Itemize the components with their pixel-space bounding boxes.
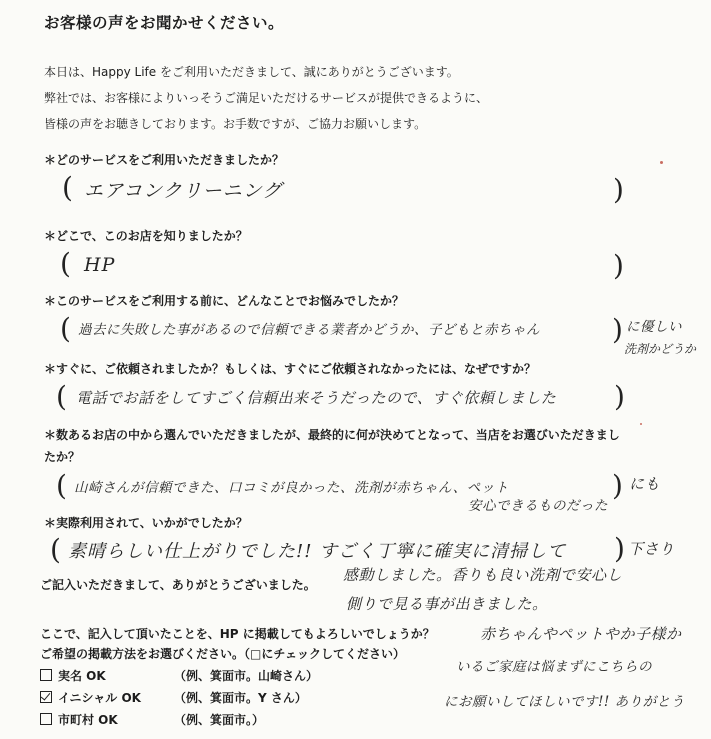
answer-bracket-open: ( [56,380,67,413]
question-3: ＊このサービスをご利用する前に、どんなことでお悩みでしたか？ [44,294,405,308]
answer-bracket-close: ) [612,469,623,502]
answer-bracket-close: ) [613,249,624,282]
answer-4: 電話でお話をしてすごく信頼出来そうだったので、すぐ依頼しました [76,389,557,407]
answer-2: HP [84,254,116,276]
intro-line-1: 本日は、Happy Life をご利用いただきまして、誠にありがとうございます。 [44,65,459,79]
option-example: （例、箕面市。Y さん） [174,691,307,705]
publish-handwriting-1: 赤ちゃんやペットやか子様か [480,625,682,643]
answer-5-ext-1: にも [629,475,661,493]
option-real-name[interactable] [40,667,106,684]
checkbox-real-name[interactable] [40,669,52,681]
option-initial[interactable] [40,689,141,706]
answer-bracket-open: ( [62,171,73,204]
publish-handwriting-3: にお願いしてほしいです!! ありがとう [444,694,685,710]
answer-bracket-close: ) [613,173,624,206]
thanks-handwriting-2: 側りで見る事が出きました。 [346,595,548,613]
intro-line-2: 弊社では、お客様によりいっそうご満足いただけるサービスが提供できるように、 [44,91,489,105]
intro-line-3: 皆様の声をお聴きしております。お手数ですが、ご協力お願いします。 [44,117,427,131]
answer-bracket-close: ) [614,380,625,413]
answer-bracket-close: ) [614,532,625,565]
checkbox-municipality[interactable] [40,713,52,725]
thanks-label: ご記入いただきまして、ありがとうございました。 [40,578,316,592]
question-5-line-2: たか？ [44,450,81,464]
question-5-line-1: ＊数あるお店の中から選んでいただきましたが、最終的に何が決めてとなって、当店をお選びいただきまし [44,428,620,442]
option-label: 市町村 OK [58,713,118,727]
answer-5: 山崎さんが信頼できた、口コミが良かった、洗剤が赤ちゃん、ペット [74,480,509,496]
answer-3: 過去に失敗した事があるので信頼できる業者かどうか、子どもと赤ちゃん [78,322,540,338]
paper-speck [660,161,663,164]
answer-6: 素晴らしい仕上がりでした!! すごく丁寧に確実に清掃して [68,541,567,562]
question-2: ＊どこで、このお店を知りましたか？ [44,229,248,243]
publish-instruction: ご希望の掲載方法をお選びください。（□にチェックしてください） [40,647,405,661]
publish-question: ここで、記入して頂いたことを、HP に掲載してもよろしいでしょうか？ [40,627,435,641]
answer-bracket-open: ( [56,469,67,502]
option-municipality[interactable] [40,711,118,728]
page-title: お客様の声をお聞かせください。 [44,14,285,32]
checkbox-initial[interactable] [40,691,52,703]
option-label: 実名 OK [58,669,106,683]
question-1: ＊どのサービスをご利用いただきましたか？ [44,153,285,167]
question-6: ＊実際利用されて、いかがでしたか？ [44,516,248,530]
answer-bracket-open: ( [60,312,71,345]
option-example: （例、箕面市。山崎さん） [174,669,319,683]
answer-bracket-open: ( [50,533,61,566]
paper-speck [640,423,642,425]
answer-3-ext-2: 洗剤かどうか [624,342,697,356]
publish-handwriting-2: いるご家庭は悩まずにこちらの [456,659,652,675]
answer-5-ext-2: 安心できるものだった [468,498,608,514]
option-label: イニシャル OK [58,691,141,705]
question-4: ＊すぐに、ご依頼されましたか？もしくは、すぐにご依頼されなかったには、なぜですか？ [44,362,537,376]
answer-1: エアコンクリーニング [84,180,283,202]
option-example: （例、箕面市。） [174,713,265,727]
thanks-handwriting-1: 感動しました。香りも良い洗剤で安心し [343,566,623,584]
answer-bracket-close: ) [612,313,623,346]
answer-3-ext-1: に優しい [626,319,682,335]
answer-bracket-open: ( [60,247,71,280]
answer-6-ext: 下さり [628,540,675,558]
